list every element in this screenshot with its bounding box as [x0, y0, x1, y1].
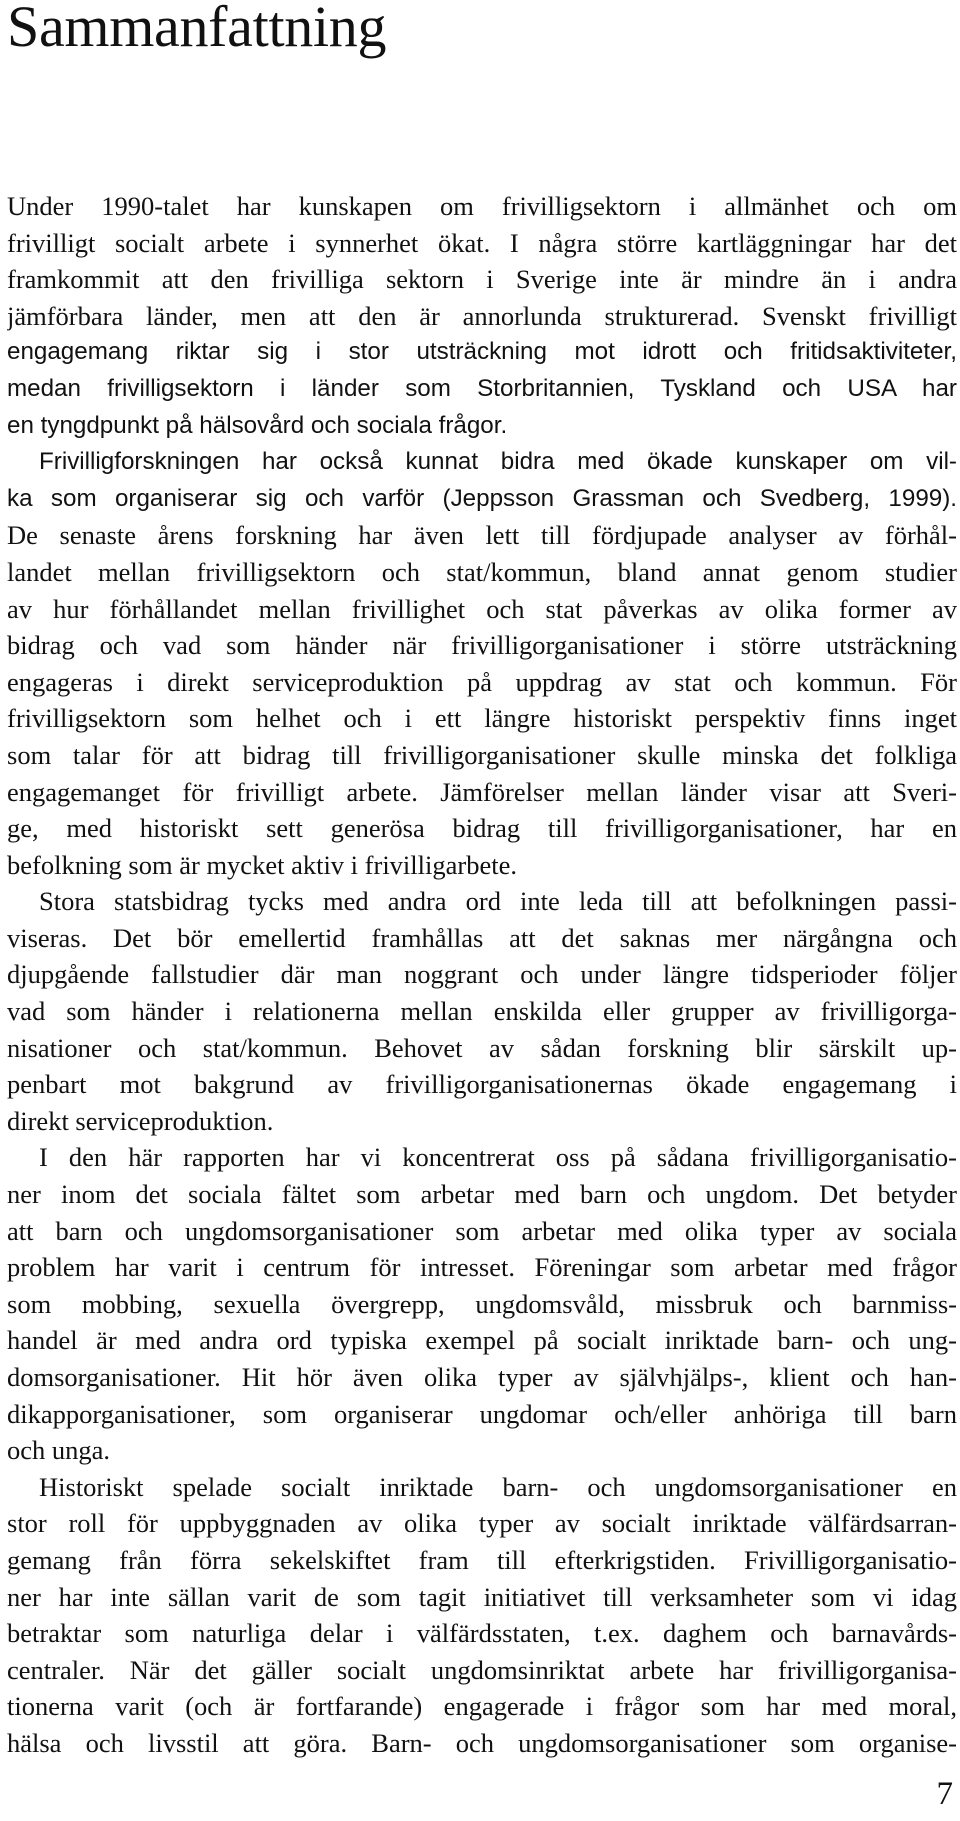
text-line: direkt serviceproduktion.	[7, 1105, 274, 1136]
text-line: som mobbing, sexuella övergrepp, ungdomsvåld, missbruk och barnmiss-	[7, 1288, 957, 1319]
text-line: frivilligsektorn som helhet och i ett längre historiskt perspektiv finns inget	[7, 703, 957, 734]
text-line: dikapporganisationer, som organiserar ungdomar och/eller anhöriga till barn	[7, 1398, 957, 1429]
paragraph-5	[7, 1469, 957, 1762]
paragraph-1	[7, 188, 957, 444]
text-line: framkommit att den frivilliga sektorn i Sverige inte är mindre än i andra	[7, 264, 957, 295]
text-line: jämförbara länder, men att den är annorlunda strukturerad. Svenskt frivilligt	[7, 300, 957, 331]
paragraph-3	[7, 883, 957, 1139]
text-line: I den här rapporten har vi koncentrerat oss på sådana frivilligorganisatio-	[39, 1142, 957, 1173]
text-line: landet mellan frivilligsektorn och stat/kommun, bland annat genom studier	[7, 556, 957, 587]
summary-body	[7, 188, 957, 1762]
paragraph-4	[7, 1139, 957, 1468]
page-number: 7	[936, 1776, 953, 1812]
text-line: engagemanget för frivilligt arbete. Jämförelser mellan länder visar att Sveri-	[7, 776, 957, 807]
text-line: vad som händer i relationerna mellan enskilda eller grupper av frivilligorga-	[7, 996, 957, 1027]
text-line: och unga.	[7, 1435, 111, 1466]
text-line: av hur förhållandet mellan frivillighet och stat påverkas av olika former av	[7, 593, 957, 624]
text-line: Frivilligforskningen har också kunnat bidra med ökade kunskaper om vil-	[39, 448, 957, 476]
text-line: engageras i direkt serviceproduktion på uppdrag av stat och kommun. För	[7, 666, 957, 697]
text-line: centraler. När det gäller socialt ungdomsinriktat arbete har frivilligorganisa-	[7, 1654, 957, 1685]
text-line: penbart mot bakgrund av frivilligorganisationernas ökade engagemang i	[7, 1069, 957, 1100]
text-line: frivilligt socialt arbete i synnerhet ökat. I några större kartläggningar har det	[7, 227, 957, 258]
text-line: ge, med historiskt sett generösa bidrag till frivilligorganisationer, har en	[7, 813, 957, 844]
text-line: tionerna varit (och är fortfarande) engagerade i frågor som har med moral,	[7, 1691, 957, 1722]
text-line: djupgående fallstudier där man noggrant och under längre tidsperioder följer	[7, 959, 957, 990]
text-line: att barn och ungdomsorganisationer som arbetar med olika typer av sociala	[7, 1215, 957, 1246]
text-line: domsorganisationer. Hit hör även olika typer av självhjälps-, klient och han-	[7, 1362, 957, 1392]
text-line: nisationer och stat/kommun. Behovet av sådan forskning blir särskilt up-	[7, 1032, 957, 1063]
text-line: ner inom det sociala fältet som arbetar med barn och ungdom. Det betyder	[7, 1179, 957, 1210]
text-line: Stora statsbidrag tycks med andra ord inte leda till att befolkningen passi-	[39, 886, 957, 917]
text-line: som talar för att bidrag till frivilligorganisationer skulle minska det folkliga	[7, 739, 957, 770]
text-line: stor roll för uppbyggnaden av olika typer av socialt inriktade välfärdsarran-	[7, 1508, 957, 1539]
page-title: Sammanfattning	[7, 0, 387, 59]
text-line: gemang från förra sekelskiftet fram till efterkrigstiden. Frivilligorganisatio-	[7, 1544, 957, 1575]
paragraph-2	[7, 444, 957, 883]
text-line: Under 1990-talet har kunskapen om frivilligsektorn i allmänhet och om	[7, 191, 957, 221]
text-line: handel är med andra ord typiska exempel på socialt inriktade barn- och ung-	[7, 1325, 957, 1356]
text-line: medan frivilligsektorn i länder som Storbritannien, Tyskland och USA har	[7, 374, 957, 402]
text-line: hälsa och livsstil att göra. Barn- och ungdomsorganisationer som organise-	[7, 1727, 957, 1758]
text-line: befolkning som är mycket aktiv i frivilligarbete.	[7, 849, 517, 880]
text-line: problem har varit i centrum för intresset. Föreningar som arbetar med frågor	[7, 1252, 957, 1283]
text-line: bidrag och vad som händer när frivilligorganisationer i större utsträckning	[7, 630, 957, 661]
text-line: viseras. Det bör emellertid framhållas att det saknas mer närgångna och	[7, 922, 957, 953]
text-line: engagemang riktar sig i stor utsträckning mot idrott och fritidsaktiviteter,	[7, 338, 957, 366]
text-line: en tyngdpunkt på hälsovård och sociala frågor.	[7, 411, 508, 439]
text-line: ka som organiserar sig och varför (Jeppsson Grassman och Svedberg, 1999).	[7, 484, 957, 512]
text-line: Historiskt spelade socialt inriktade barn- och ungdomsorganisationer en	[39, 1471, 957, 1502]
text-line: betraktar som naturliga delar i välfärdsstaten, t.ex. daghem och barnavårds-	[7, 1618, 957, 1649]
text-line: De senaste årens forskning har även lett till fördjupade analyser av förhål-	[7, 520, 957, 551]
text-line: ner har inte sällan varit de som tagit initiativet till verksamheter som vi idag	[7, 1581, 957, 1612]
